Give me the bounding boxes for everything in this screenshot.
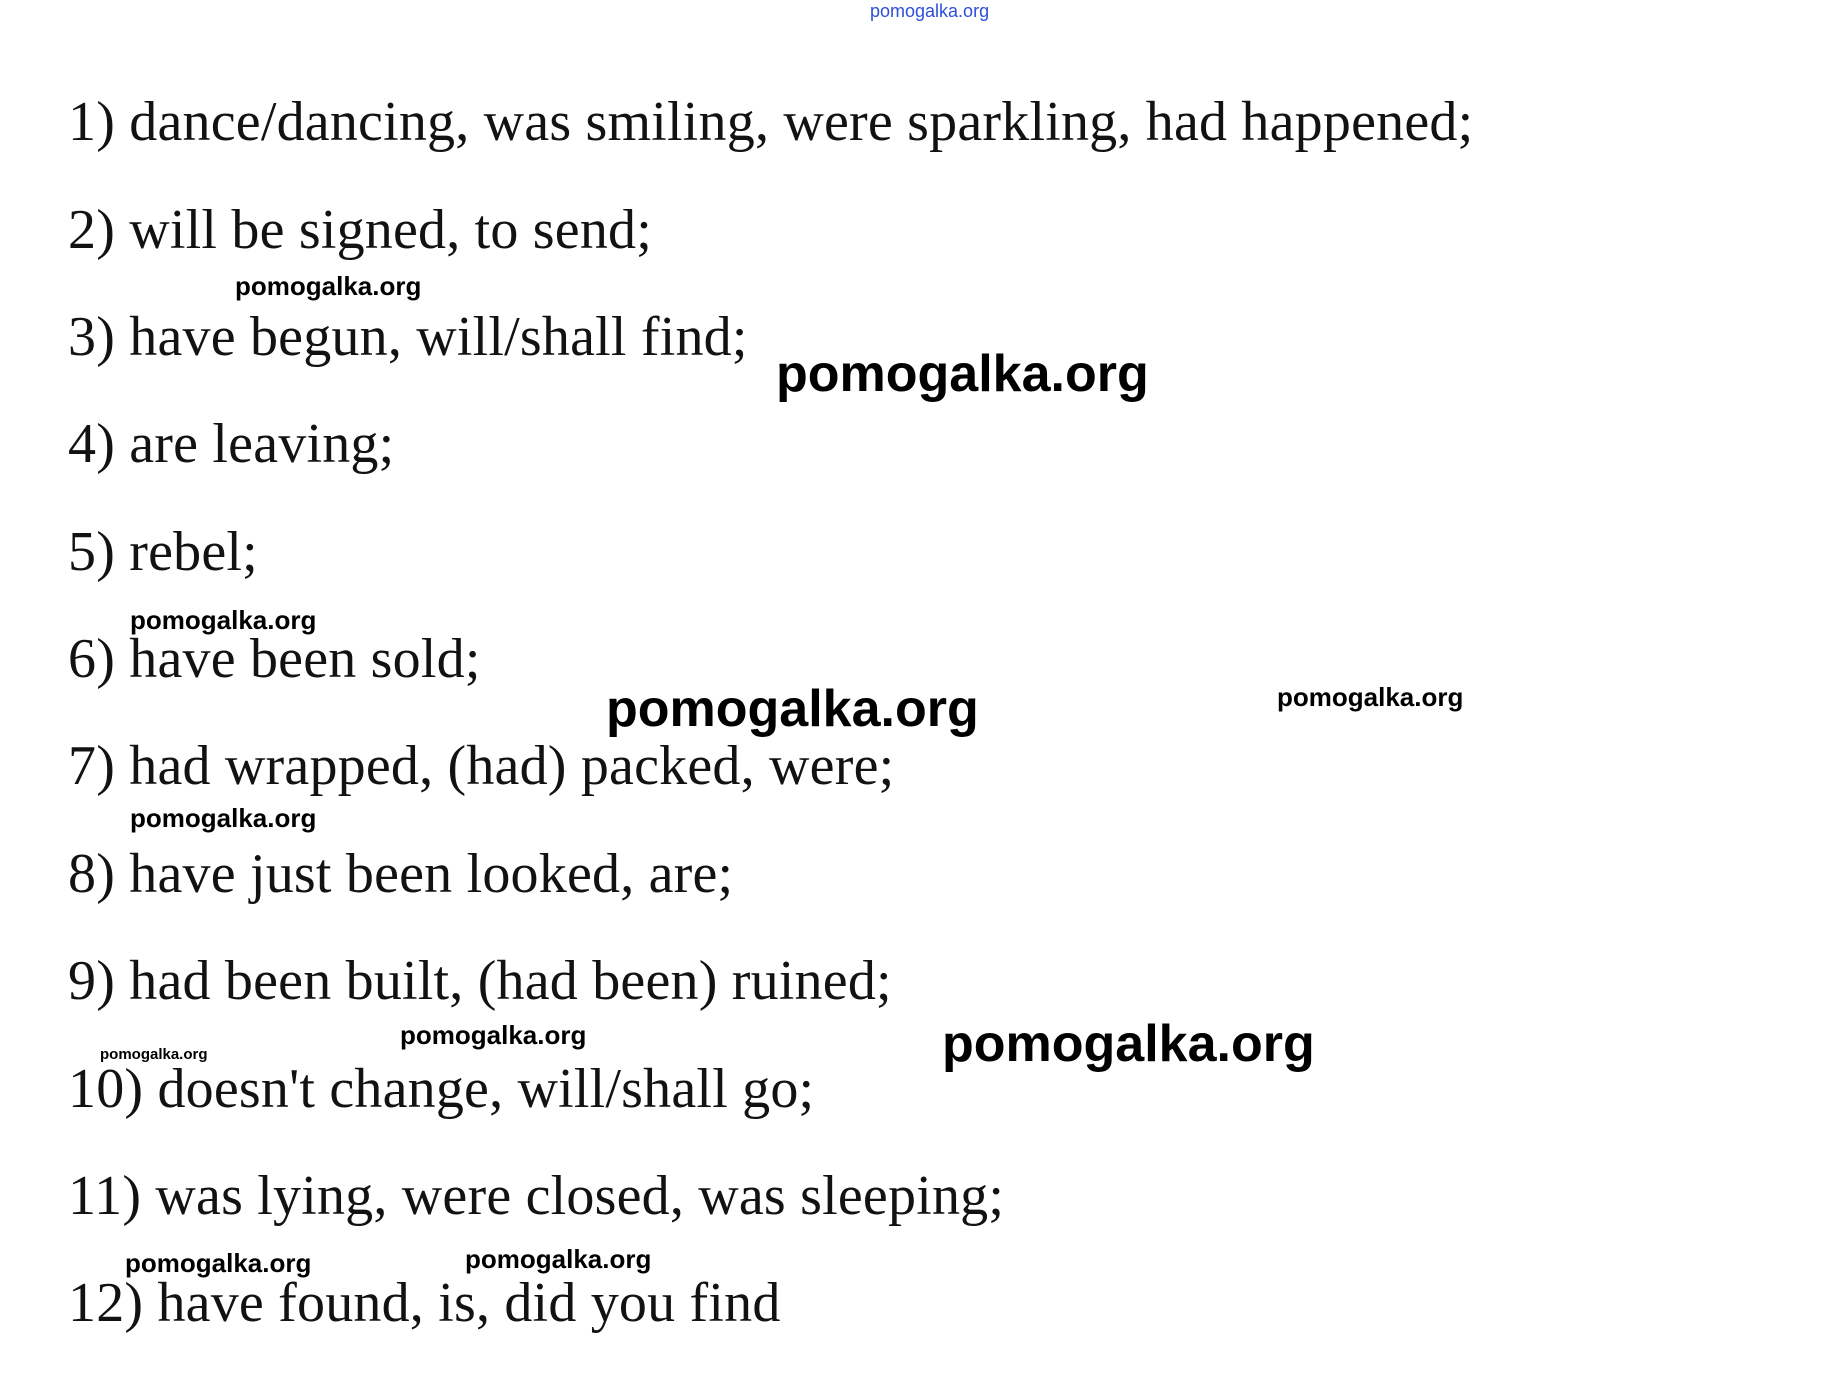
watermark-11: pomogalka.org [465,1244,652,1274]
answer-line-12: 12) have found, is, did you find [68,1272,781,1334]
answer-line-2: 2) will be signed, to send; [68,199,652,261]
answer-line-9: 9) had been built, (had been) ruined; [68,950,892,1012]
answer-line-1: 1) dance/dancing, was smiling, were sparkling, had happened; [68,91,1474,153]
answer-line-10: 10) doesn't change, will/shall go; [68,1058,815,1120]
answer-line-4: 4) are leaving; [68,413,395,475]
watermark-5: pomogalka.org [1277,682,1464,712]
answer-line-5: 5) rebel; [68,521,258,583]
watermark-8: pomogalka.org [100,1046,208,1063]
watermark-3: pomogalka.org [130,605,317,635]
watermark-2: pomogalka.org [776,345,1149,403]
watermark-4: pomogalka.org [606,680,979,738]
watermark-1: pomogalka.org [235,271,422,301]
answer-line-7: 7) had wrapped, (had) packed, were; [68,735,895,797]
answer-line-6: 6) have been sold; [68,628,481,690]
watermark-6: pomogalka.org [130,803,317,833]
watermark-10: pomogalka.org [125,1248,312,1278]
answer-line-11: 11) was lying, were closed, was sleeping; [68,1165,1005,1227]
watermark-9: pomogalka.org [942,1015,1315,1073]
answer-line-8: 8) have just been looked, are; [68,843,734,905]
watermark-7: pomogalka.org [400,1020,587,1050]
watermark-top: pomogalka.org [870,1,990,21]
answer-line-3: 3) have begun, will/shall find; [68,306,748,368]
